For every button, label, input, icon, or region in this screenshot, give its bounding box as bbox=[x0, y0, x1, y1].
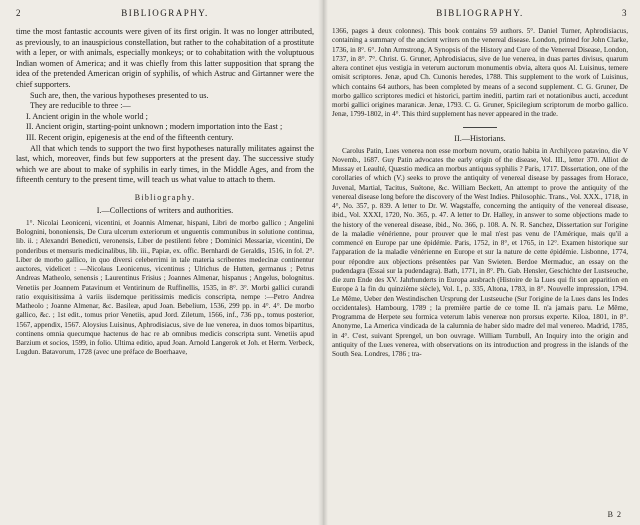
hypothesis-item: I. Ancient origin in the whole world ; bbox=[26, 111, 148, 121]
right-page bbox=[322, 0, 640, 525]
section-divider bbox=[463, 127, 497, 128]
body-paragraph: Such are, then, the various hypotheses presented to us. bbox=[30, 90, 209, 100]
left-page-header bbox=[16, 8, 314, 22]
running-head: BIBLIOGRAPHY. bbox=[121, 8, 209, 18]
subsection-heading: II.—Historians. bbox=[454, 133, 506, 143]
right-page-header bbox=[332, 8, 628, 22]
hypothesis-item: II. Ancient origin, starting-point unknown ; modern importation into the East ; bbox=[26, 122, 283, 132]
page-number: 3 bbox=[622, 8, 628, 18]
body-paragraph: time the most fantastic accounts were given of its first origin. It was no longer attributed, as previously, to an inauspicious constellation, but rather to the cohabitation of a prostitute with a leper, or with animals, especially monkeys; or to cohabitation with the voluptuous Indian women of America; and it was chiefly from this latter supposition that sprang the idea of the pretended American origin of syphilis, of which Astruc and Girtanner were the chief supporters. bbox=[16, 27, 314, 89]
body-paragraph: They are reducible to three :— bbox=[30, 101, 131, 111]
subsection-heading: I.—Collections of writers and authorities. bbox=[96, 205, 234, 215]
section-heading: Bibliography. bbox=[134, 192, 196, 202]
body-paragraph: All that which tends to support the two first hypotheses naturally militates against the last, which, moreover, finds but few supporters at the present day. The successive study which we are about to make of syphilis in early times, in the Middle Ages, and from the fifteenth century to the present time, will teach us what value to attach to them. bbox=[16, 143, 314, 185]
book-gutter bbox=[318, 0, 328, 525]
bibliography-entries: 1°. Nicolai Leoniceni, vicentini, et Joannis Almenar, hispani, Libri de morbo gallico ; Angelini Bolognini, bononiensis, De Cura ulcerum exteriorum et unguentis communibus in solutione continua, lib. ii. ; Alexandri Benedicti, veronensis, Liber de pestilenti febre ; Dominici Messariæ, vicentini, De ponderibus et mensuris medicinalibus, lib. iii., Papiæ, ex. offic. Bernhardi de Geraldis, 1516, in fol. 2°. Liber de morbo gallico, in quo diversi celeberrimi in tale materia scribentes medecinæ continentur auctores, videlicet : —Nicolaus Leonicenus, vicentinus ; Ulrichus de Hutten, germanus ; Petrus Andreas Matheolo, senensis ; Laurentinus Frisius ; Joannes Almenar, hispanus ; Angelus, bolognitus. Venetiis per Joannem Patavinum et Ventirinum de Ruffinellis, 1535, in 8°. 3°. Morbi gallici curandi ratio exquisitissima à variis iisdemque peritissimis medicis conscripta, nempe :—Petro Andrea Matheolo ; Joanne Almenar, &c. Basileæ, apud Joan. Bebelium, 1536, 299 pp. in 4°. 4°. De morbo gallico, &c. ; 1st edit., tomus prior Venetiis, apud Jord. Ziletum, 1566, inf., 736 pp., tomus posterior, 1567, appendix, 1567. Aloysius Luisinus, Aphrodisiacus, sive de lue venerea, in duos tomos bipartitus, continens omnia quecumque hactenus de hac re ab omnibus medicis conscripta sunt. Venetiis apud Barzium et socios, 1599, in folio. Ultima editio, apud Joan. Arnold Langerok et Joh. et Herm. Verbeck, Lugdun. Batavorum, 1728 (avec une préface de Boerhaave, bbox=[16, 218, 314, 357]
bibliography-entries: Carolus Patin, Lues venerea non esse morbum novum, oratio habita in Archilyceo patavino, die V Novemb., 1687. Guy Patin advocates the early origin of the disease, Vol. III., letter 370. Alliot de Mussay et Leaulté, Quæstio medica an morbus antiquus syphilis ? Paris, 1717. Dissertation, one of the corollaries of which (V.) seeks to prove the antiquity of venereal disease by passages from Horace, Juvenal, Martial, Tacitus, Suétone, &c. William Beckett, An attempt to prove the antiquity of the venereal disease long before the discovery of the West Indies. Philosophic. Trans., Vol. XXX., 1718, in 4°, No. 357, p. 839. A letter to Dr. W. Wagstaffe, concerning the antiquity of the venereal disease, ibid., Vol. XXXI, 1720, No. 365, p. 47. A letter to Dr. Halley, in answer to some objections made to the history of the venereal disease, ibid., No. 366, p. 108. A. N. R. Sanchez, Dissertation sur l'origine de la maladie vénérienne, pour prouver que le mal n'est pas venu de l'Amérique, mais qu'il a commencé en Europe par une épidémie. Paris, 1752, in 8°, et 1765, in 12°. Examen historique sur l'apparation de la maladie vénérienne en Europe et sur la nature de cette épidémie. Lisbonne, 1774, pour répondre aux objections présentées par Van Swieten. Berdoe Mermaduc, an essay on the pudendagra (Essai sur la pudendagra). Bath, 1771, in 8°. Ph. Gab. Hensler, Geschichte der Lustseuche, die zum Ende des XV. Jahrhunderts in Europa ausbrach (Histoire de la Lues qui fit son apparition en Europe à la fin du quinzième siècle), Vol. I., p. 335, Altona, 1783, in 8°. Nouvelle impression, 1794. Le Même, Ueber den Westindischen Ursprung der Lustseuche (Sur l'origine de la Lues dans les Indes occidentales). Hambourg, 1789 ; la première partie de ce tome II. n'a jamais paru. Le Même, Programma de Herpete seu formica veterum labis venereæ non prorsus experte. Kiloa, 1801, in 8°. Anonyme, La America vindicada de la calumnia de haber sido madre del mal venereo. Madrid, 1785, in 4°. C'est, suivant Sprengel, un bon ouvrage. William Turnbull, An Inquiry into the origin and antiquity of the Lues venerea, with observations on its introduction and progress in the islands of the South Sea. Londres, 1786 ; tra- bbox=[332, 146, 628, 358]
signature-mark: B 2 bbox=[607, 510, 622, 519]
hypothesis-item: III. Recent origin, epigenesis at the end of the fifteenth century. bbox=[26, 132, 234, 142]
running-head: BIBLIOGRAPHY. bbox=[436, 8, 524, 18]
page-number: 2 bbox=[16, 8, 22, 18]
bibliography-entries: 1366, pages à deux colonnes). This book contains 59 authors. 5°. Daniel Turner, Aphrodisiacus, containing a summary of the ancient writers on the venereal disease. London, printed for John Clarke, 1736, in 8°. 6°. John Armstrong, A Synopsis of the History and Cure of the Venereal Disease, London, 1737, in 8°. 7°. Christ. G. Gruner, Aphrodisiacus, sive de lue venerea, in duas partes divisus, quarum altera continet ejus vestigia in veterum auctorum monumentis obvia, altera quos Al. Luisinus, temere omisit scriptores. Jenæ, apud Ch. Cunonis heredes, 1788. This supplement to the work of Luisinus, which contains 64 authors, has been completed by means of a second supplement. C. G. Gruner, De morbo gallico scriptores medici et historici, partim inediti, partim rari et notationibus aucti, accedunt morbi gallici origines maranicæ. Jenæ, 1793. C. G. Gruner, Spicilegium scriptorum de morbo gallico. Jenæ, 1799-1802, in 4°. This third supplement has never appeared in the trade. bbox=[332, 27, 628, 119]
